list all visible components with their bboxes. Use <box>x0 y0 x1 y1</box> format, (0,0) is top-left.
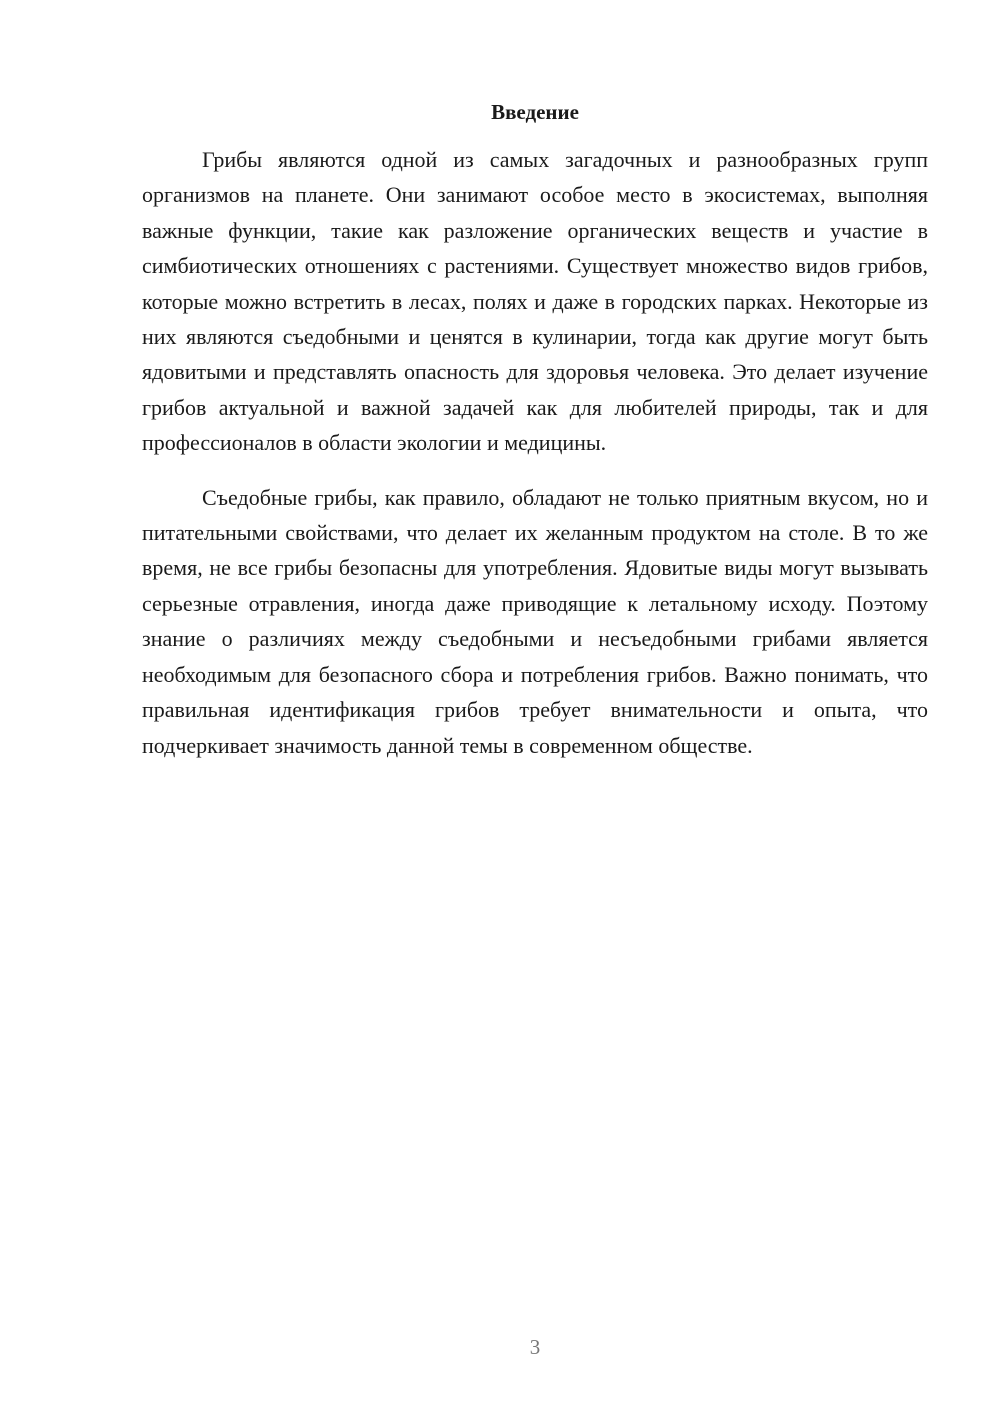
paragraph-2: Съедобные грибы, как правило, обладают не только приятным вкусом, но и питательными свойствами, что делает их желанным продуктом на столе. В то же время, не все грибы безопасны для употребления. Ядовитые виды могут вызывать серьезные отравления, иногда даже приводящие к летальному исходу. Поэтому знание о различиях между съедобными и несъедобными грибами является необходимым для безопасного сбора и потребления грибов. Важно понимать, что правильная идентификация грибов требует внимательности и опыта, что подчеркивает значимость данной темы в современном обществе. <box>142 484 928 758</box>
section-heading: Введение <box>491 100 579 124</box>
document-body <box>142 142 928 763</box>
page-number: 3 <box>529 1335 541 1359</box>
paragraph-1: Грибы являются одной из самых загадочных и разнообразных групп организмов на планете. Они занимают особое место в экосистемах, выполняя важные функции, такие как разложение органических веществ и участие в симбиотических отношениях с растениями. Существует множество видов грибов, которые можно встретить в лесах, полях и даже в городских парках. Некоторые из них являются съедобными и ценятся в кулинарии, тогда как другие могут быть ядовитыми и представлять опасность для здоровья человека. Это делает изучение грибов актуальной и важной задачей как для любителей природы, так и для профессионалов в области экологии и медицины. <box>142 147 928 456</box>
